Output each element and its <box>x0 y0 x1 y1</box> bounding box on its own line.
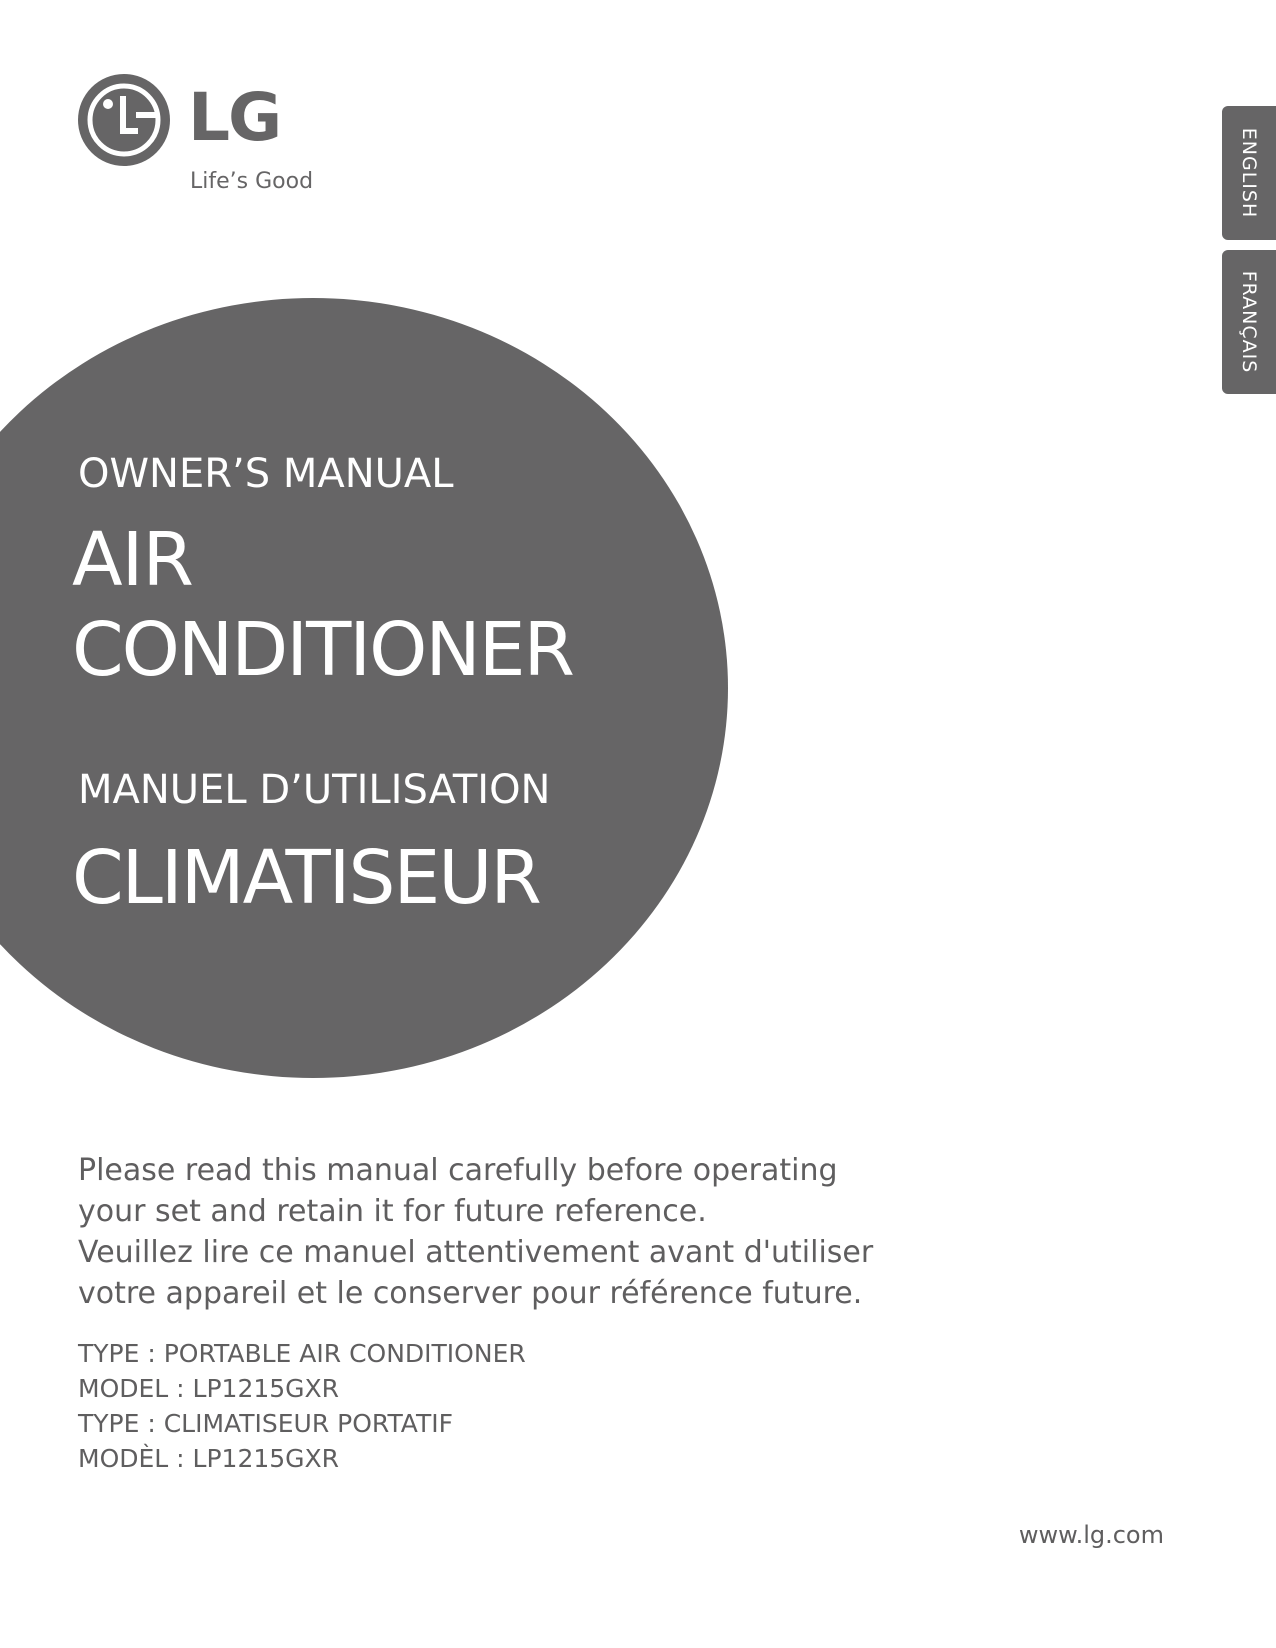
tab-english[interactable] <box>1222 106 1276 240</box>
tab-english-label: ENGLISH <box>1238 127 1260 219</box>
tab-francais-label: FRANÇAIS <box>1238 270 1260 374</box>
notice-line: votre appareil et le conserver pour référence future. <box>78 1276 863 1311</box>
owners-manual-heading: OWNER’S MANUAL <box>78 451 454 497</box>
model-en: MODEL : LP1215GXR <box>78 1374 340 1403</box>
logo-tagline: Life’s Good <box>190 169 314 194</box>
website-link[interactable]: www.lg.com <box>1018 1521 1164 1549</box>
type-fr: TYPE : CLIMATISEUR PORTATIF <box>78 1409 453 1438</box>
read-manual-notice <box>78 1150 978 1314</box>
lg-logo <box>78 74 338 204</box>
tab-francais[interactable] <box>1222 250 1276 394</box>
product-title-fr: CLIMATISEUR <box>72 835 540 921</box>
logo-wordmark: LG <box>188 79 281 156</box>
model-info <box>78 1336 526 1476</box>
manuel-heading: MANUEL D’UTILISATION <box>78 767 551 813</box>
product-title-en-line1: AIR <box>72 517 193 603</box>
notice-line: Please read this manual carefully before operating <box>78 1153 838 1188</box>
lg-face-icon <box>78 74 170 166</box>
type-en: TYPE : PORTABLE AIR CONDITIONER <box>78 1339 526 1368</box>
notice-line: your set and retain it for future reference. <box>78 1194 707 1229</box>
notice-line: Veuillez lire ce manuel attentivement avant d'utiliser <box>78 1235 874 1270</box>
product-title-en-line2: CONDITIONER <box>72 607 573 693</box>
model-fr: MODÈL : LP1215GXR <box>78 1444 340 1473</box>
